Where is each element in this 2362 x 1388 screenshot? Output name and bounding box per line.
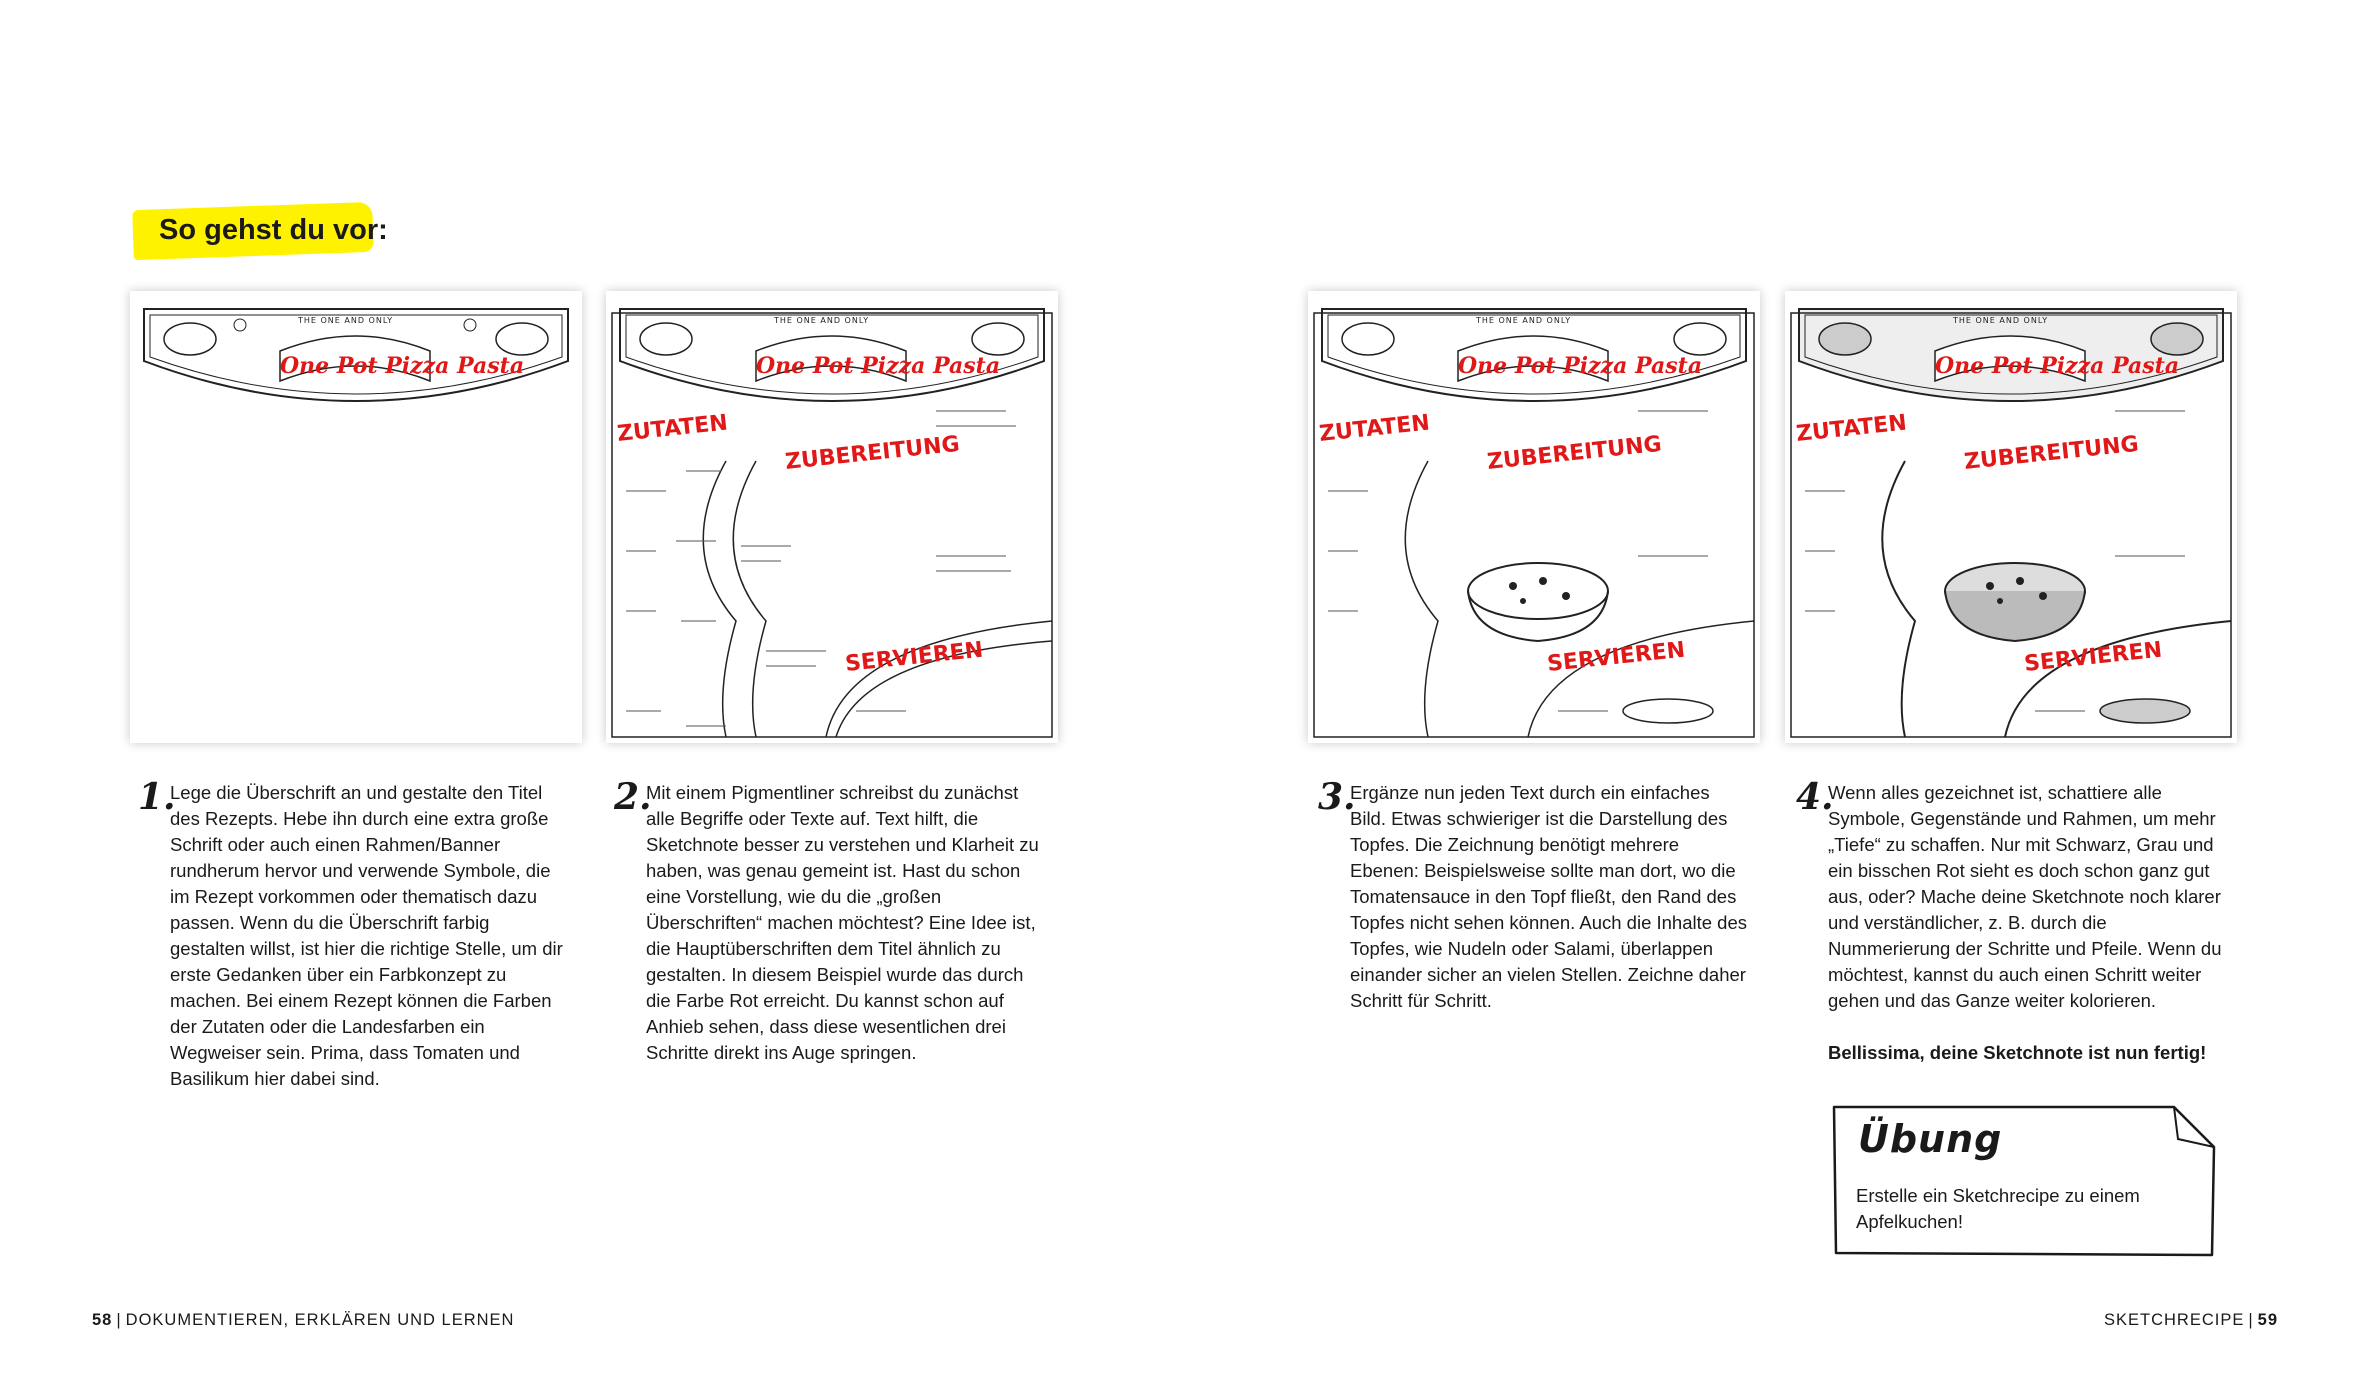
sketch-illustration xyxy=(130,291,582,743)
exercise-title: Übung xyxy=(1858,1117,2003,1161)
sketch-step-1 xyxy=(130,291,582,743)
step-4 xyxy=(1796,776,2226,1066)
sketch-section-zutaten: ZUTATEN xyxy=(616,410,729,447)
section-heading: So gehst du vor: xyxy=(159,214,388,246)
step-text: Lege die Überschrift an und gestalte den Titel des Rezepts. Hebe ihn durch eine extra große Schrift oder auch einen Rahmen/Banner rundherum hervor und verwende Symbole, die im Rezept vorkommen oder thematisch dazu passen. Wenn du die Überschrift farbig gestalten willst, ist hier die richtige Stelle, um dir erste Gedanken über ein Farbkonzept zu machen. Bei einem Rezept können die Farben der Zutaten oder die Landesfarben ein Wegweiser sein. Prima, dass Tomaten und Basilikum hier dabei sind. xyxy=(170,782,563,1089)
sketch-section-zubereitung: ZUBEREITUNG xyxy=(1963,431,2140,475)
footer-left: 58 | DOKUMENTIEREN, ERKLÄREN UND LERNEN xyxy=(92,1311,515,1329)
exercise-box xyxy=(1832,1105,2216,1257)
sketch-illustration xyxy=(1308,291,1760,743)
sketch-title: One Pot Pizza Pasta xyxy=(1935,353,2180,379)
sketch-illustration xyxy=(606,291,1058,743)
sketch-banner-small: THE ONE AND ONLY xyxy=(1476,316,1572,325)
sketch-section-zutaten: ZUTATEN xyxy=(1795,410,1908,447)
sketch-section-servieren: SERVIEREN xyxy=(844,637,985,677)
exercise-text: Erstelle ein Sketchrecipe zu einem Apfelkuchen! xyxy=(1856,1185,2140,1232)
sketch-section-zutaten: ZUTATEN xyxy=(1318,410,1431,447)
step-number: 2. xyxy=(614,776,652,818)
sketch-title: One Pot Pizza Pasta xyxy=(756,353,1001,379)
sketch-illustration xyxy=(1785,291,2237,743)
footer-left-title: DOKUMENTIEREN, ERKLÄREN UND LERNEN xyxy=(125,1311,515,1329)
sketch-section-zubereitung: ZUBEREITUNG xyxy=(784,431,961,475)
sketch-title: One Pot Pizza Pasta xyxy=(1458,353,1703,379)
step-text: Wenn alles gezeichnet ist, schattiere alle Symbole, Gegenstände und Rahmen, um mehr „Tiefe“ zu schaffen. Nur mit Schwarz, Grau und ein bisschen Rot sieht es doch schon ganz gut aus, oder? Mache deine Sketchnote noch klarer und verständlicher, z. B. durch die Nummerierung der Schritte und Pfeile. Wenn du möchtest, kannst du auch einen Schritt weiter gehen und das Ganze weiter kolorieren. xyxy=(1828,782,2222,1011)
step-1 xyxy=(138,776,568,1092)
sketch-banner-small: THE ONE AND ONLY xyxy=(1953,316,2049,325)
sketch-section-servieren: SERVIEREN xyxy=(1546,637,1687,677)
step-conclusion: Bellissima, deine Sketchnote ist nun fertig! xyxy=(1828,1042,2207,1063)
step-text: Mit einem Pigmentliner schreibst du zunächst alle Begriffe oder Texte auf. Text hilft, die Sketchnote besser zu verstehen und Klarheit zu haben, was genau gemeint ist. Hast du schon eine Vorstellung, wie du die „großen Überschriften“ machen möchtest? Eine Idee ist, die Hauptüberschriften dem Titel ähnlich zu gestalten. In diesem Beispiel wurde das durch die Farbe Rot erreicht. Du kannst schon auf Anhieb sehen, dass diese wesentlichen drei Schritte direkt ins Auge springen. xyxy=(646,782,1039,1063)
sketch-section-zubereitung: ZUBEREITUNG xyxy=(1486,431,1663,475)
sketch-banner-small: THE ONE AND ONLY xyxy=(298,316,394,325)
page-number-left: 58 xyxy=(92,1311,113,1329)
sketch-section-servieren: SERVIEREN xyxy=(2023,637,2164,677)
step-number: 1. xyxy=(138,776,176,818)
heading-block xyxy=(133,204,414,257)
step-2 xyxy=(614,776,1044,1066)
footer-right-title: SKETCHRECIPE xyxy=(2103,1311,2245,1329)
step-text: Ergänze nun jeden Text durch ein einfaches Bild. Etwas schwieriger ist die Darstellung des Topfes. Die Zeichnung benötigt mehrere Ebenen: Beispielsweise sollte man dort, wo die Tomatensauce in den Topf fließt, den Rand des Topfes nicht sehen können. Auch die Inhalte des Topfes, wie Nudeln oder Salami, überlappen einander sicher an vielen Stellen. Zeichne daher Schritt für Schritt. xyxy=(1350,782,1748,1011)
footer-right: SKETCHRECIPE | 59 xyxy=(2103,1311,2278,1329)
step-3 xyxy=(1318,776,1748,1014)
sketch-step-4 xyxy=(1785,291,2237,743)
step-number: 3. xyxy=(1318,776,1356,818)
sketch-step-3 xyxy=(1308,291,1760,743)
sketch-title: One Pot Pizza Pasta xyxy=(280,353,525,379)
sketch-step-2 xyxy=(606,291,1058,743)
page-number-right: 59 xyxy=(2257,1311,2278,1329)
step-number: 4. xyxy=(1796,776,1834,818)
sketch-banner-small: THE ONE AND ONLY xyxy=(774,316,870,325)
